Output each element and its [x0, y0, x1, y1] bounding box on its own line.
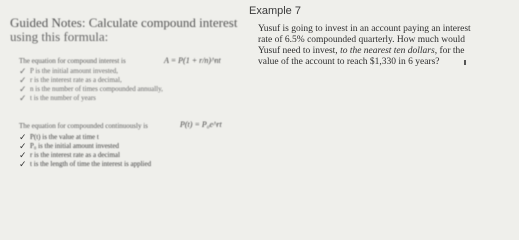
compound-bullet: P is the initial amount invested, — [30, 67, 119, 75]
check-icon: ✓ — [19, 75, 27, 85]
compound-formula: A = P(1 + r/n)^nt — [164, 56, 221, 65]
problem-text: Yusuf need to invest, — [258, 46, 341, 56]
continuous-formula: P(t) = P₀e^rt — [180, 120, 222, 129]
check-icon: ✓ — [19, 141, 27, 151]
continuous-bullet: t is the length of time the interest is applied — [30, 160, 152, 168]
check-icon: ✓ — [19, 84, 27, 94]
problem-line — [258, 46, 516, 57]
problem-emphasis: to the nearest ten dollars — [340, 46, 435, 56]
example-label: Example 7 — [249, 5, 301, 17]
example-problem — [258, 24, 516, 68]
check-icon: ✓ — [19, 93, 27, 103]
compound-equation-label: The equation for compound interest is — [19, 57, 126, 65]
problem-line: value of the account to reach $1,330 in 6 years? — [258, 57, 440, 67]
check-icon: ✓ — [19, 132, 27, 142]
problem-text: , for the — [434, 46, 465, 56]
compound-bullet: n is the number of times compounded annually, — [30, 85, 163, 93]
continuous-bullet: r is the interest rate as a decimal — [30, 151, 120, 159]
compound-bullet: r is the interest rate as a decimal, — [30, 76, 122, 84]
guided-notes-panel — [0, 0, 250, 195]
notes-title: Guided Notes: Calculate compound interest — [10, 15, 238, 30]
check-icon: ✓ — [19, 150, 27, 160]
notes-subtitle: using this formula: — [10, 29, 109, 44]
check-icon: ✓ — [19, 66, 27, 76]
continuous-bullet: P₀ is the initial amount invested — [30, 142, 119, 150]
problem-line: rate of 6.5% compounded quarterly. How much would — [258, 35, 466, 45]
compound-bullet: t is the number of years — [30, 94, 96, 102]
continuous-bullet: P(t) is the value at time t — [30, 133, 99, 141]
continuous-equation-label: The equation for compounded continuously is — [19, 122, 148, 130]
cursor-mark — [464, 60, 466, 65]
check-icon: ✓ — [19, 159, 27, 169]
problem-line: Yusuf is going to invest in an account paying an interest — [258, 24, 471, 34]
